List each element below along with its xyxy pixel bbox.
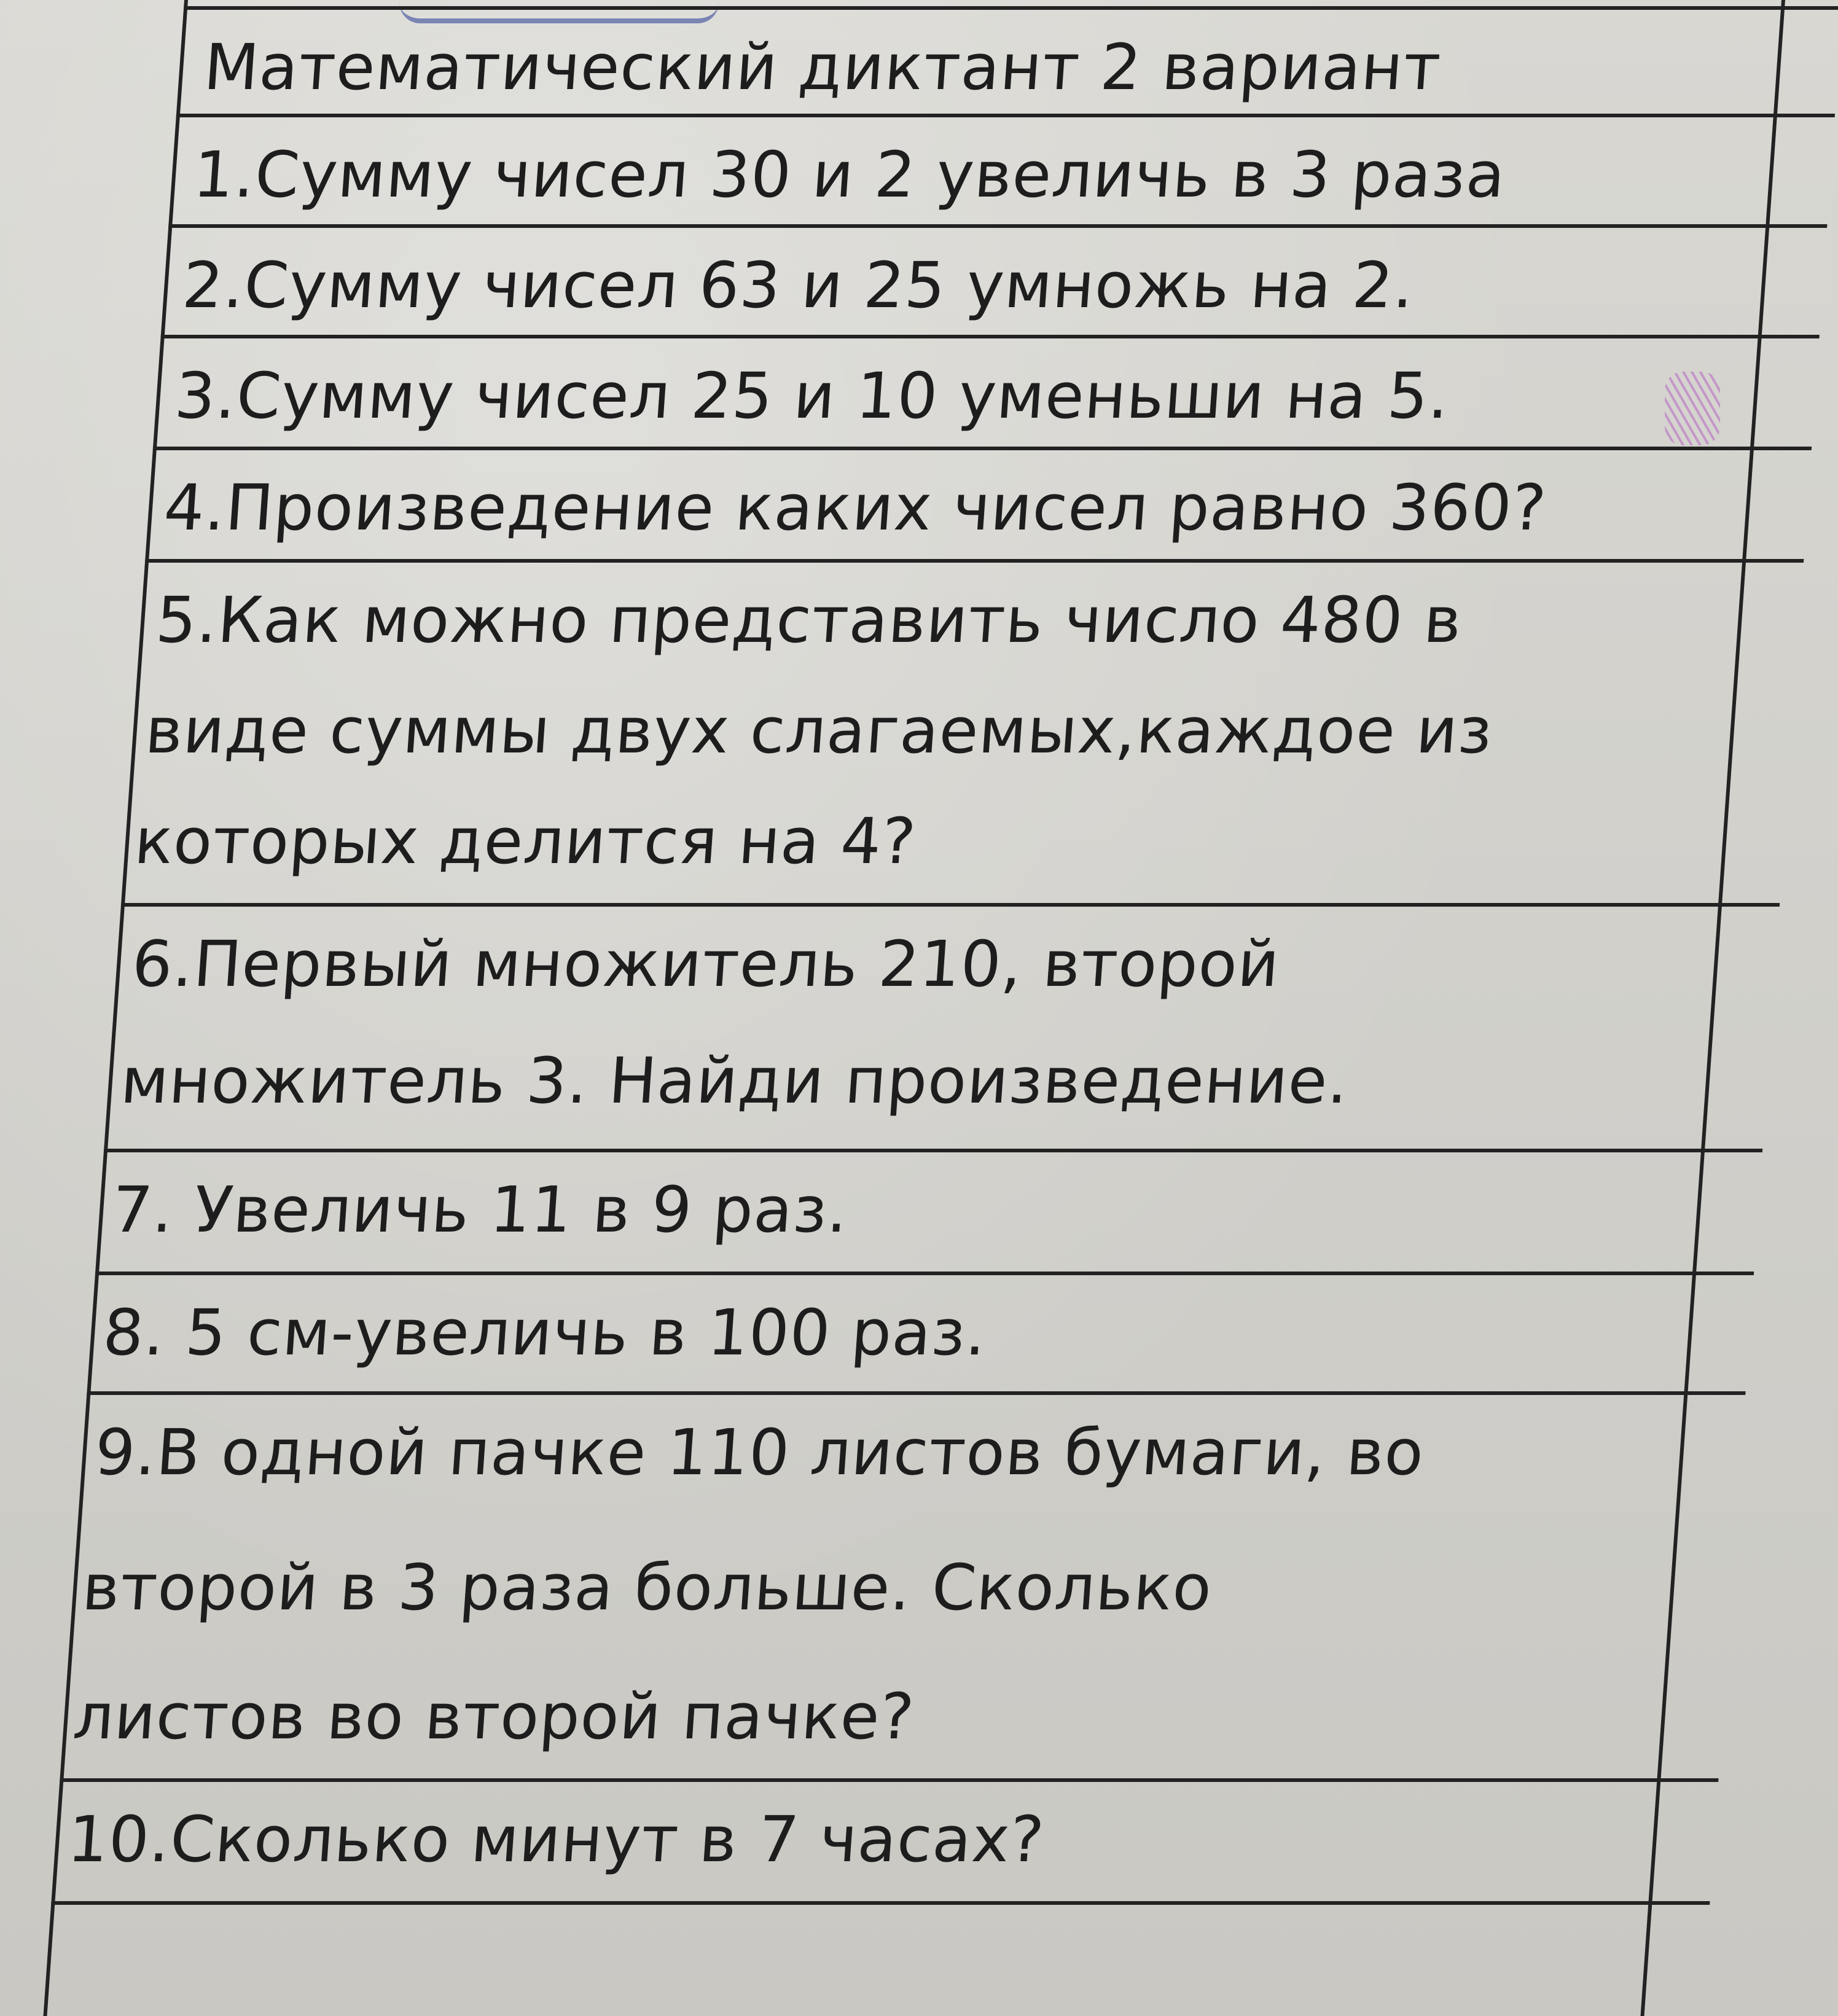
task-9-line-1: 9.В одной пачке 110 листов бумаги, во <box>92 1416 1427 1490</box>
task-4: 4.Произведение каких чисел равно 360? <box>161 471 1549 545</box>
task-5-line-1: 5.Как можно представить число 480 в <box>154 584 1465 657</box>
task-6-line-1: 6.Первый множитель 210, второй <box>130 928 1283 1001</box>
task-10: 10.Сколько минут в 7 часах? <box>65 1803 1047 1877</box>
row-divider <box>60 1778 1718 1782</box>
row-divider <box>87 1391 1745 1395</box>
row-divider <box>104 1149 1762 1152</box>
task-8: 8. 5 см-увеличь в 100 раз. <box>101 1296 990 1370</box>
row-divider <box>184 6 1838 10</box>
page-title: Математический диктант 2 вариант <box>201 31 1444 104</box>
row-divider <box>121 903 1780 907</box>
task-3: 3.Сумму чисел 25 и 10 уменьши на 5. <box>172 359 1452 433</box>
task-9-line-3: листов во второй пачке? <box>71 1680 917 1754</box>
task-9-line-2: второй в 3 раза больше. Сколько <box>80 1551 1215 1625</box>
task-5-line-3: которых делится на 4? <box>132 805 919 878</box>
row-divider <box>51 1901 1710 1905</box>
table-right-border <box>1641 0 1785 2016</box>
task-1: 1.Сумму чисел 30 и 2 увеличь в 3 раза <box>190 138 1508 212</box>
task-5-line-2: виде суммы двух слагаемых,каждое из <box>143 694 1495 768</box>
task-6-line-2: множитель 3. Найди произведение. <box>118 1044 1351 1118</box>
task-7: 7. Увеличь 11 в 9 раз. <box>109 1173 851 1247</box>
row-divider <box>95 1272 1754 1275</box>
task-2: 2.Сумму чисел 63 и 25 умножь на 2. <box>180 249 1417 322</box>
